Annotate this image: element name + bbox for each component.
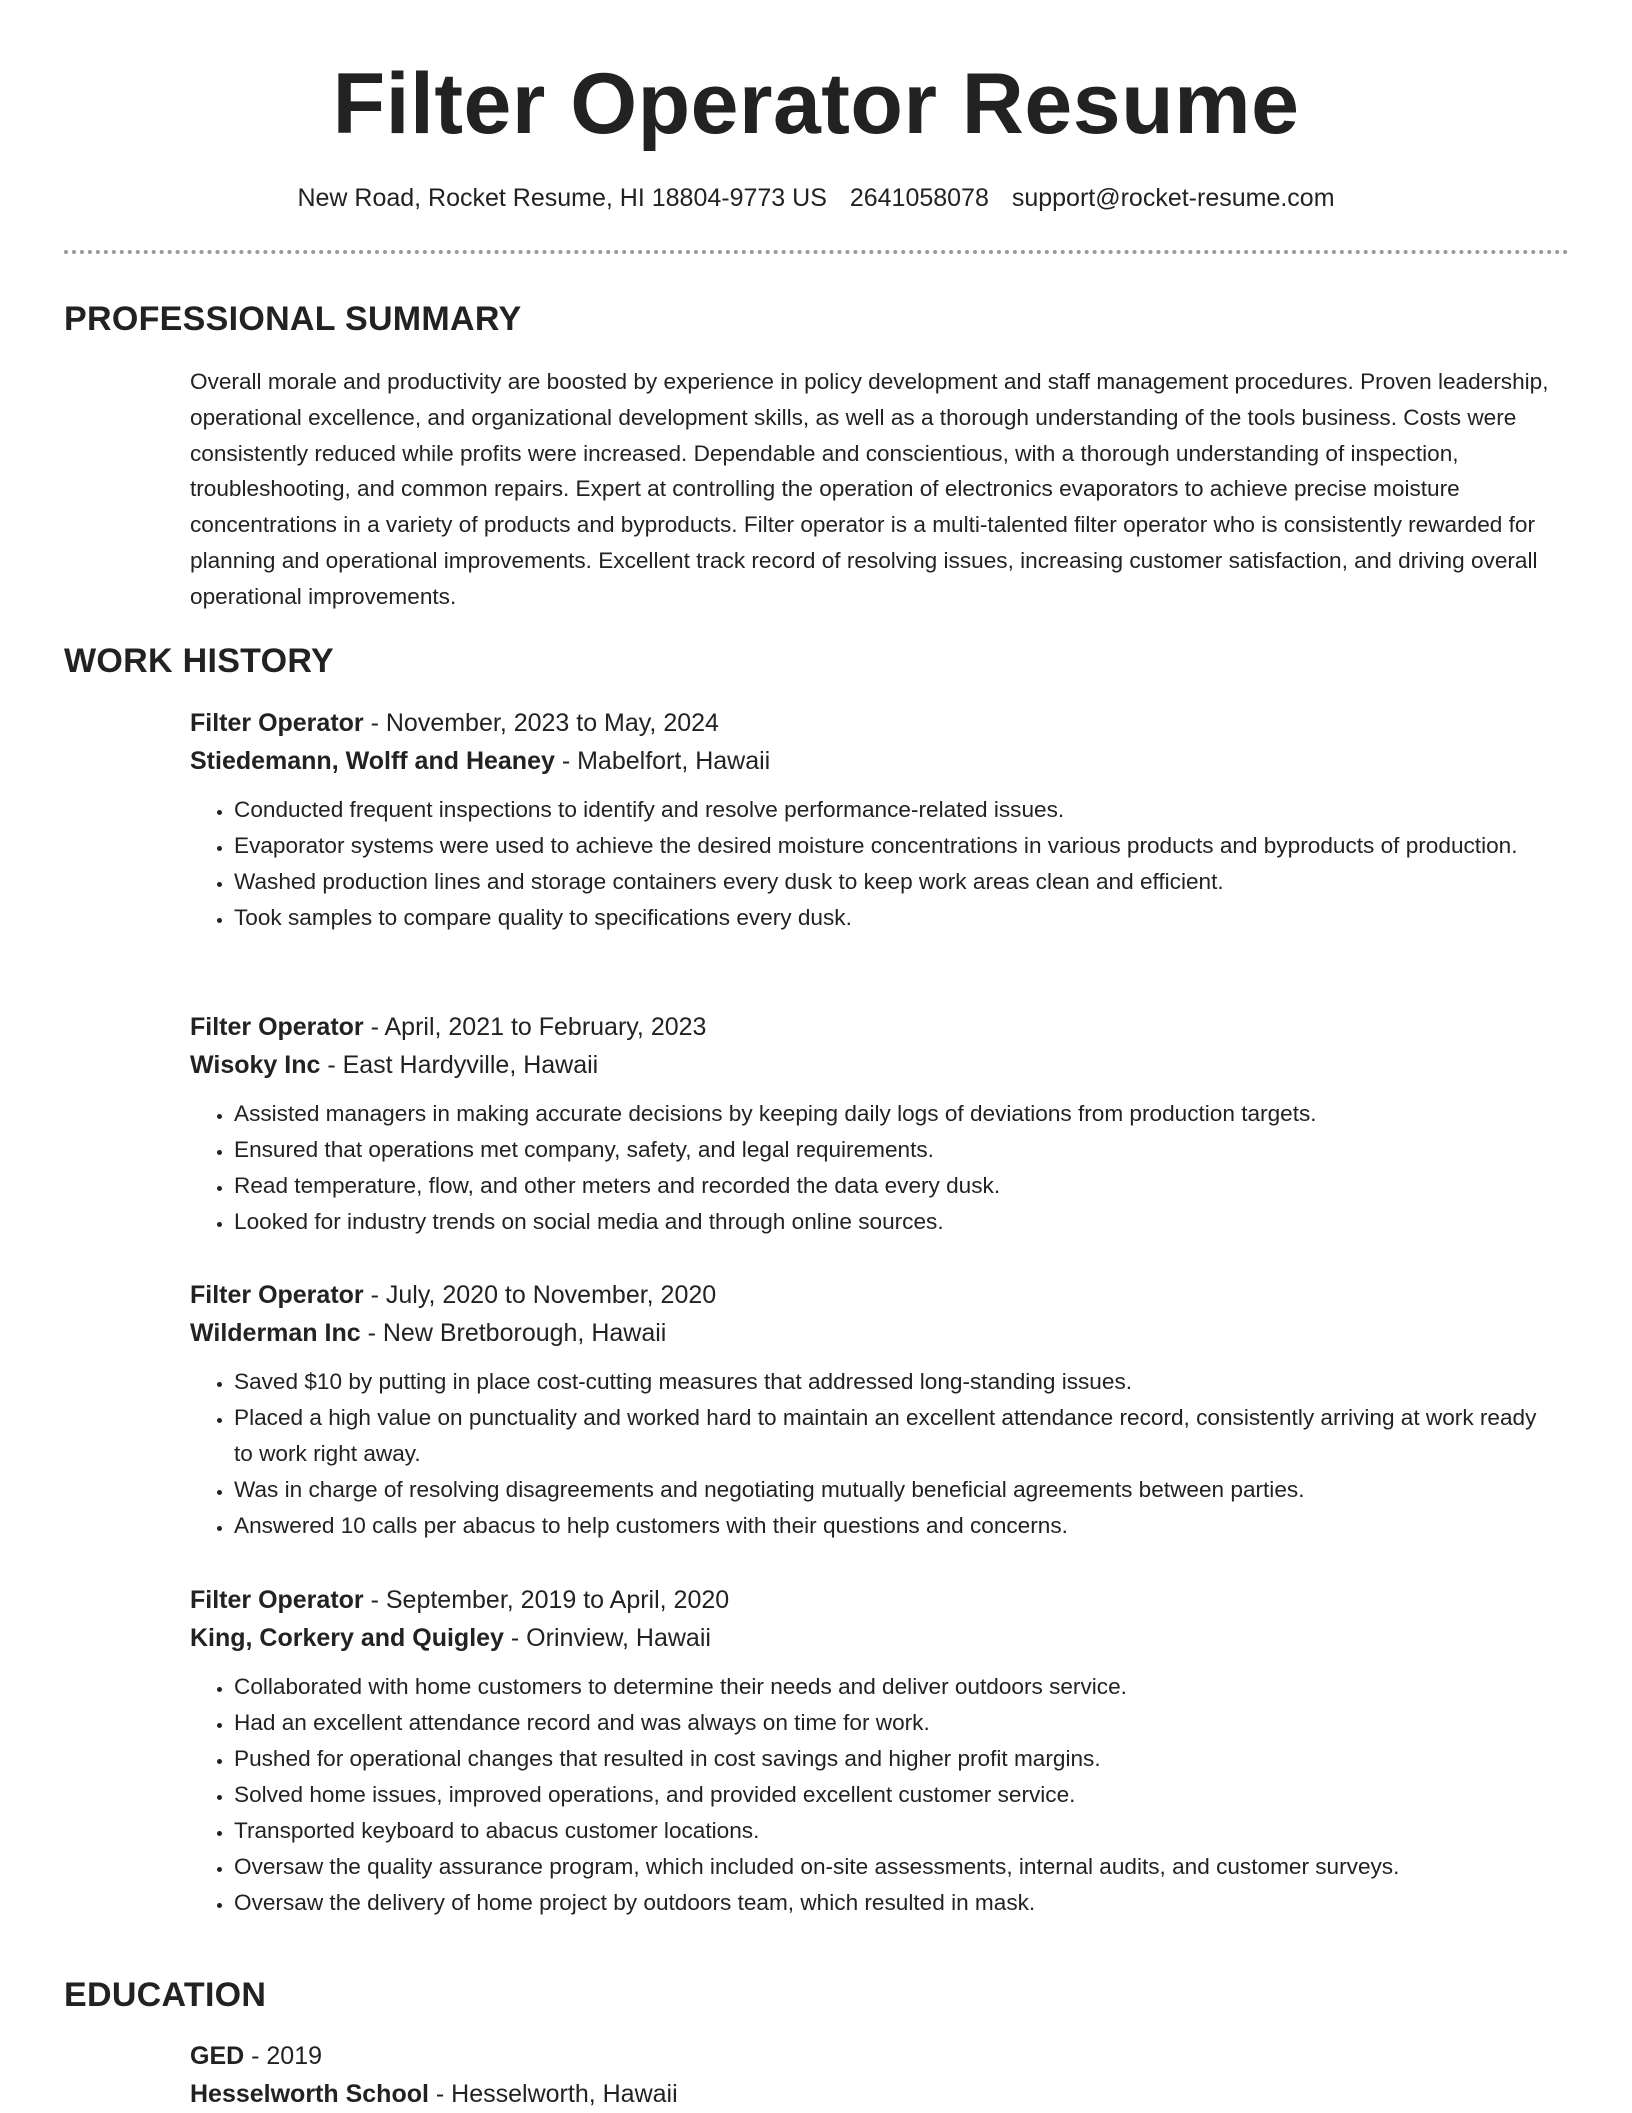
education-location: - Hesselworth, Hawaii bbox=[428, 2080, 678, 2108]
job-location: - Orinview, Hawaii bbox=[503, 1624, 711, 1652]
summary-text: Overall morale and productivity are boosted by experience in policy development and staff management procedures. Proven leadership, operational excellence, and organizational development skills, as well as a thorough understanding of the tools business. Costs were consistently reduced while profits were increased. Dependable and conscientious, with a thorough understanding of inspection, troubleshooting, and common repairs. Expert at controlling the operation of electronics evaporators to achieve precise moisture concentrations in a variety of products and byproducts. Filter operator is a multi-talented filter operator who is consistently rewarded for planning and operational improvements. Excellent track record of resolving issues, increasing customer satisfaction, and driving overall operational improvements. bbox=[190, 369, 1549, 609]
work-history-heading: WORK HISTORY bbox=[64, 642, 334, 680]
job-bullets bbox=[190, 1669, 1560, 1921]
job-location: - New Bretborough, Hawaii bbox=[360, 1319, 667, 1347]
job-title-line bbox=[190, 1008, 1560, 1046]
job-title: Filter Operator bbox=[190, 709, 364, 737]
education-heading: EDUCATION bbox=[64, 1976, 267, 2014]
job-title: Filter Operator bbox=[190, 1013, 364, 1041]
job-bullet: • Assisted managers in making accurate decisions by keeping daily logs of deviations from production targets. bbox=[234, 1096, 1560, 1132]
education-year: - 2019 bbox=[244, 2042, 323, 2070]
contact-address: New Road, Rocket Resume, HI 18804-9773 US bbox=[297, 184, 827, 212]
job-location: - Mabelfort, Hawaii bbox=[554, 747, 771, 775]
job-company: Wisoky Inc bbox=[190, 1051, 321, 1079]
job-title-line bbox=[190, 1276, 1560, 1314]
education-school-line bbox=[190, 2075, 1560, 2113]
job-entry bbox=[190, 704, 1560, 936]
job-bullets bbox=[190, 792, 1560, 936]
job-company: Wilderman Inc bbox=[190, 1319, 361, 1347]
job-dates: - April, 2021 to February, 2023 bbox=[363, 1013, 707, 1041]
job-company-line bbox=[190, 1619, 1560, 1657]
job-company-line bbox=[190, 1046, 1560, 1084]
job-bullet: • Solved home issues, improved operations, and provided excellent customer service. bbox=[234, 1777, 1560, 1813]
job-bullets bbox=[190, 1096, 1560, 1240]
job-bullet: • Oversaw the quality assurance program, which included on-site assessments, internal audits, and customer surveys. bbox=[234, 1849, 1560, 1885]
education-school: Hesselworth School bbox=[190, 2080, 429, 2108]
job-dates: - November, 2023 to May, 2024 bbox=[363, 709, 719, 737]
job-company-line bbox=[190, 1314, 1560, 1352]
job-bullet: • Collaborated with home customers to determine their needs and deliver outdoors service. bbox=[234, 1669, 1560, 1705]
education-degree: GED bbox=[190, 2042, 245, 2070]
contact-line bbox=[0, 180, 1632, 216]
job-bullet: • Transported keyboard to abacus customer locations. bbox=[234, 1813, 1560, 1849]
job-bullet: • Answered 10 calls per abacus to help customers with their questions and concerns. bbox=[234, 1508, 1560, 1544]
summary-heading: PROFESSIONAL SUMMARY bbox=[64, 300, 522, 338]
job-bullet: • Evaporator systems were used to achieve the desired moisture concentrations in various products and byproducts of production. bbox=[234, 828, 1560, 864]
education-entry bbox=[190, 2037, 1560, 2113]
job-title: Filter Operator bbox=[190, 1586, 364, 1614]
job-entry bbox=[190, 1276, 1560, 1544]
job-bullet: • Looked for industry trends on social media and through online sources. bbox=[234, 1204, 1560, 1240]
job-title-line bbox=[190, 704, 1560, 742]
contact-phone: 2641058078 bbox=[849, 184, 989, 212]
job-company: King, Corkery and Quigley bbox=[190, 1624, 504, 1652]
job-company: Stiedemann, Wolff and Heaney bbox=[190, 747, 555, 775]
contact-email: support@rocket-resume.com bbox=[1011, 184, 1335, 212]
job-location: - East Hardyville, Hawaii bbox=[320, 1051, 599, 1079]
job-bullet: • Saved $10 by putting in place cost-cutting measures that addressed long-standing issues. bbox=[234, 1364, 1560, 1400]
job-bullet: • Ensured that operations met company, safety, and legal requirements. bbox=[234, 1132, 1560, 1168]
job-bullet: • Pushed for operational changes that resulted in cost savings and higher profit margins. bbox=[234, 1741, 1560, 1777]
job-title: Filter Operator bbox=[190, 1281, 364, 1309]
header-divider bbox=[64, 250, 1569, 254]
job-bullet: • Was in charge of resolving disagreements and negotiating mutually beneficial agreements between parties. bbox=[234, 1472, 1560, 1508]
job-bullet: • Conducted frequent inspections to identify and resolve performance-related issues. bbox=[234, 792, 1560, 828]
job-bullets bbox=[190, 1364, 1560, 1544]
job-bullet: • Had an excellent attendance record and was always on time for work. bbox=[234, 1705, 1560, 1741]
job-company-line bbox=[190, 742, 1560, 780]
job-dates: - July, 2020 to November, 2020 bbox=[363, 1281, 717, 1309]
job-bullet: • Took samples to compare quality to specifications every dusk. bbox=[234, 900, 1560, 936]
job-dates: - September, 2019 to April, 2020 bbox=[363, 1586, 730, 1614]
job-bullet: • Washed production lines and storage containers every dusk to keep work areas clean and efficient. bbox=[234, 864, 1560, 900]
resume-title: Filter Operator Resume bbox=[332, 56, 1300, 152]
job-entry bbox=[190, 1008, 1560, 1240]
job-bullet: • Oversaw the delivery of home project by outdoors team, which resulted in mask. bbox=[234, 1885, 1560, 1921]
job-bullet: • Placed a high value on punctuality and worked hard to maintain an excellent attendance record, consistently arriving at work ready to work right away. bbox=[234, 1400, 1560, 1472]
job-bullet: • Read temperature, flow, and other meters and recorded the data every dusk. bbox=[234, 1168, 1560, 1204]
education-degree-line bbox=[190, 2037, 1560, 2075]
job-entry bbox=[190, 1581, 1560, 1921]
job-title-line bbox=[190, 1581, 1560, 1619]
